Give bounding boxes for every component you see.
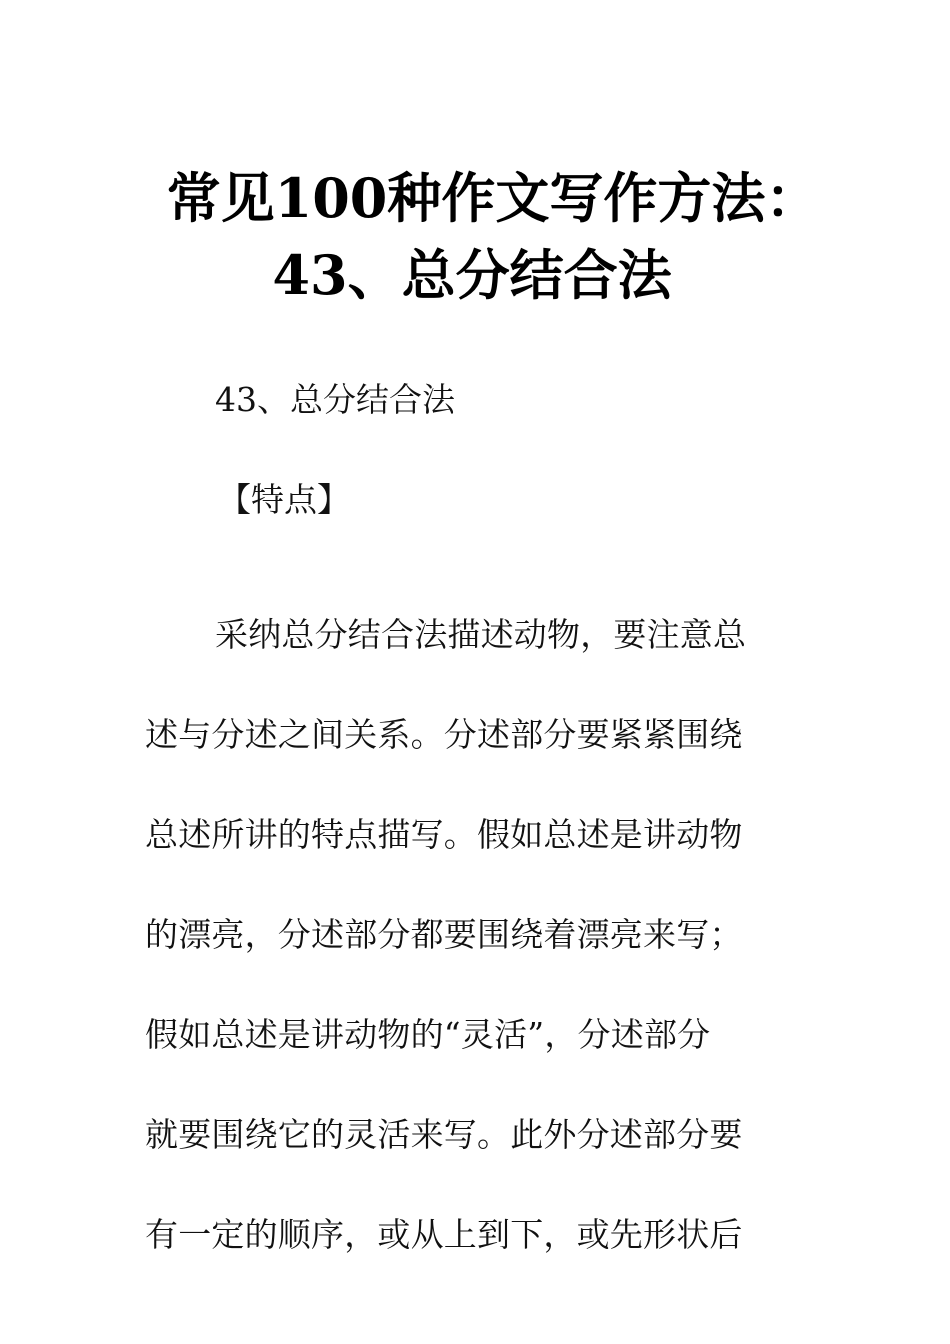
section-heading: 43、总分结合法 bbox=[215, 380, 455, 419]
body-paragraph-line: 的漂亮，分述部分都要围绕着漂亮来写； bbox=[145, 915, 743, 954]
body-paragraph-line: 采纳总分结合法描述动物，要注意总 bbox=[215, 615, 747, 654]
body-paragraph-line: 有一定的顺序，或从上到下，或先形状后 bbox=[145, 1215, 743, 1254]
document-title-line-1: 常见100种作文写作方法： bbox=[166, 166, 820, 231]
document-title-line-2: 43、总分结合法 bbox=[272, 243, 672, 308]
body-paragraph-line: 就要围绕它的灵活来写。此外分述部分要 bbox=[145, 1115, 743, 1154]
feature-heading: 【特点】 bbox=[218, 480, 350, 519]
body-paragraph-line: 总述所讲的特点描写。假如总述是讲动物 bbox=[145, 815, 743, 854]
body-paragraph-line: 述与分述之间关系。分述部分要紧紧围绕 bbox=[145, 715, 743, 754]
body-paragraph-line: 假如总述是讲动物的“灵活”，分述部分 bbox=[145, 1015, 711, 1054]
